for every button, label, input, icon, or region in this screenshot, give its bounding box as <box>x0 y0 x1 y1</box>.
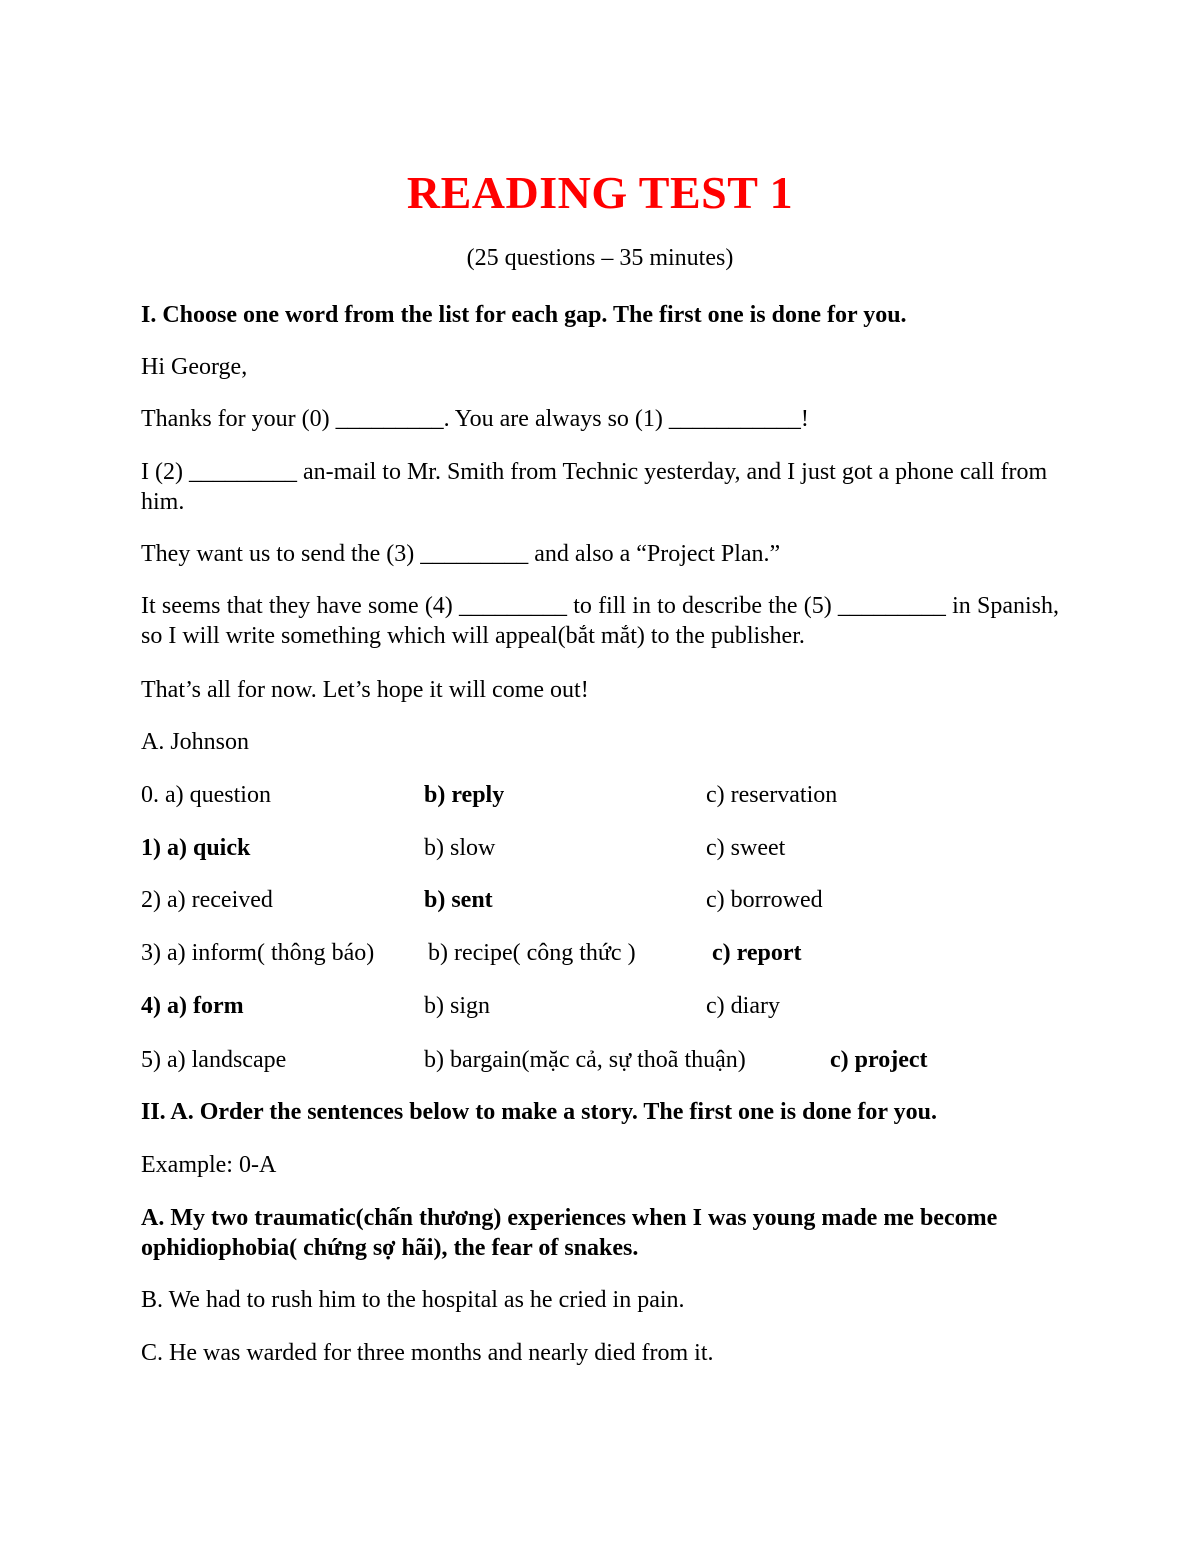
option-4-b: b) sign <box>424 993 490 1019</box>
option-4-a: 4) a) form <box>141 993 244 1019</box>
letter-paragraph-2: I (2) _________ an-mail to Mr. Smith from Technic yesterday, and I just got a phone call from him. <box>141 459 1048 515</box>
option-row-5 <box>141 1045 1059 1075</box>
option-3-a: 3) a) inform( thông báo) <box>141 940 375 966</box>
section-2-example: Example: 0-A <box>141 1152 277 1178</box>
option-2-b: b) sent <box>424 887 493 913</box>
option-2-a: 2) a) received <box>141 887 273 913</box>
option-row-3 <box>141 938 1059 968</box>
option-4-c: c) diary <box>706 993 780 1019</box>
option-row-0 <box>141 780 1059 810</box>
option-5-b: b) bargain(mặc cả, sự thoã thuận) <box>424 1047 746 1073</box>
sentence-c: C. He was warded for three months and nearly died from it. <box>141 1340 714 1366</box>
letter-paragraph-1: Thanks for your (0) _________. You are always so (1) ___________! <box>141 406 809 432</box>
option-5-a: 5) a) landscape <box>141 1047 287 1073</box>
page-title: READING TEST 1 <box>406 167 794 218</box>
option-row-2 <box>141 885 1059 915</box>
option-5-c: c) project <box>830 1047 928 1073</box>
option-1-b: b) slow <box>424 835 496 861</box>
document-page <box>141 0 1059 1553</box>
option-row-1 <box>141 833 1059 863</box>
page-subtitle: (25 questions – 35 minutes) <box>466 245 734 271</box>
option-2-c: c) borrowed <box>706 887 823 913</box>
option-1-a: 1) a) quick <box>141 835 251 861</box>
section-1-heading: I. Choose one word from the list for each gap. The first one is done for you. <box>141 302 907 328</box>
option-3-b: b) recipe( công thức ) <box>428 940 636 966</box>
option-1-c: c) sweet <box>706 835 786 861</box>
letter-paragraph-5: That’s all for now. Let’s hope it will come out! <box>141 677 589 703</box>
letter-greeting: Hi George, <box>141 354 248 380</box>
section-2-heading: II. A. Order the sentences below to make a story. The first one is done for you. <box>141 1099 937 1125</box>
option-0-c: c) reservation <box>706 782 838 808</box>
sentence-a: A. My two traumatic(chấn thương) experiences when I was young made me become ophidiophobia( chứng sợ hãi), the fear of snakes. <box>141 1205 998 1261</box>
letter-paragraph-3: They want us to send the (3) _________ and also a “Project Plan.” <box>141 541 781 567</box>
option-3-c: c) report <box>712 940 802 966</box>
option-row-4 <box>141 991 1059 1021</box>
option-0-b: b) reply <box>424 782 505 808</box>
letter-paragraph-4: It seems that they have some (4) _________ to fill in to describe the (5) _________ in Spanish, so I will write something which will appeal(bắt mắt) to the publisher. <box>141 593 1059 649</box>
sentence-b: B. We had to rush him to the hospital as he cried in pain. <box>141 1287 685 1313</box>
letter-signature: A. Johnson <box>141 729 250 755</box>
option-0-a: 0. a) question <box>141 782 271 808</box>
